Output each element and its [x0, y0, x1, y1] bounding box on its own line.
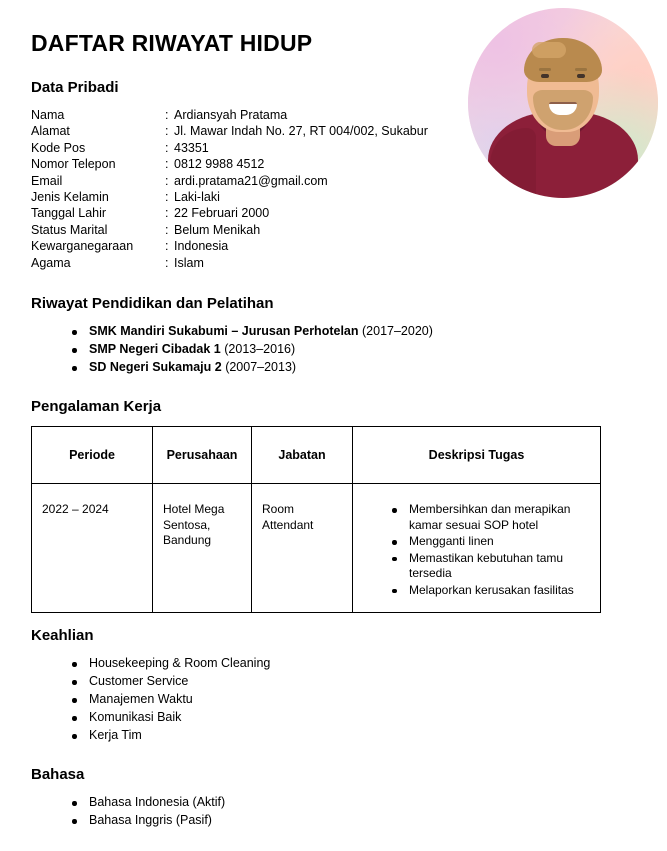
personal-data-label: Status Marital	[31, 222, 108, 237]
language-item: Bahasa Inggris (Pasif)	[89, 812, 667, 829]
task-item: Melaporkan kerusakan fasilitas	[409, 583, 590, 599]
personal-data-row	[31, 238, 667, 254]
personal-data-value: Jl. Mawar Indah No. 27, RT 004/002, Sukabur	[174, 124, 428, 139]
photo-eyebrow-left	[539, 68, 551, 71]
cell-periode: 2022 – 2024	[32, 484, 153, 613]
education-years: (2013–2016)	[224, 342, 296, 357]
table-column-header: Periode	[32, 427, 153, 484]
section-heading-education: Riwayat Pendidikan dan Pelatihan	[31, 295, 274, 313]
photo-eye-left	[541, 74, 549, 78]
personal-data-colon: :	[165, 190, 169, 205]
personal-data-value: Islam	[174, 255, 204, 270]
personal-data-colon: :	[165, 206, 169, 221]
personal-data-colon: :	[165, 140, 169, 155]
personal-data-colon: :	[165, 157, 169, 172]
skill-item: Manajemen Waktu	[89, 691, 667, 708]
task-item: Membersihkan dan merapikan kamar sesuai SOP hotel	[409, 502, 590, 533]
table-header-row	[32, 427, 601, 484]
education-institution: SMK Mandiri Sukabumi – Jurusan Perhotelan	[89, 324, 359, 339]
skill-item: Kerja Tim	[89, 727, 667, 744]
personal-data-label: Kode Pos	[31, 140, 86, 155]
photo-eyebrow-right	[575, 68, 587, 71]
personal-data-label: Jenis Kelamin	[31, 190, 109, 205]
skill-item: Komunikasi Baik	[89, 709, 667, 726]
photo-person-illustration	[468, 8, 658, 198]
personal-data-row	[31, 255, 667, 271]
task-item: Memastikan kebutuhan tamu tersedia	[409, 551, 590, 582]
page-title: DAFTAR RIWAYAT HIDUP	[31, 30, 313, 56]
personal-data-value: Indonesia	[174, 239, 229, 254]
section-heading-personal-data: Data Pribadi	[31, 79, 119, 96]
table-row	[32, 484, 601, 613]
language-item: Bahasa Indonesia (Aktif)	[89, 794, 667, 811]
education-list	[31, 323, 667, 376]
personal-data-value: 43351	[174, 140, 209, 155]
personal-data-label: Agama	[31, 255, 71, 270]
personal-data-label: Tanggal Lahir	[31, 206, 107, 221]
personal-data-colon: :	[165, 173, 169, 188]
personal-data-label: Nama	[31, 108, 65, 122]
personal-data-value: Ardiansyah Pratama	[174, 108, 288, 122]
education-item	[89, 359, 667, 376]
table-column-header: Deskripsi Tugas	[353, 427, 601, 484]
table-column-header: Perusahaan	[153, 427, 252, 484]
cell-jabatan: Room Attendant	[252, 484, 353, 613]
personal-data-colon: :	[165, 124, 169, 139]
education-years: (2017–2020)	[362, 324, 433, 339]
personal-data-row	[31, 222, 667, 238]
education-institution: SD Negeri Sukamaju 2	[89, 360, 222, 375]
cell-deskripsi-tugas	[353, 484, 601, 613]
skills-list	[31, 655, 667, 744]
work-experience-table	[31, 426, 601, 613]
personal-data-label: Email	[31, 173, 63, 188]
personal-data-value: Laki-laki	[174, 190, 220, 205]
cell-perusahaan: Hotel Mega Sentosa, Bandung	[153, 484, 252, 613]
personal-data-label: Alamat	[31, 124, 70, 139]
personal-data-row	[31, 205, 667, 221]
task-item: Mengganti linen	[409, 534, 590, 550]
personal-data-colon: :	[165, 239, 169, 254]
table-column-header: Jabatan	[252, 427, 353, 484]
personal-data-label: Nomor Telepon	[31, 157, 116, 172]
education-item	[89, 341, 667, 358]
skill-item: Customer Service	[89, 673, 667, 690]
personal-data-value: ardi.pratama21@gmail.com	[174, 173, 328, 188]
languages-list	[31, 794, 667, 829]
education-institution: SMP Negeri Cibadak 1	[89, 342, 221, 357]
section-heading-languages: Bahasa	[31, 766, 85, 784]
education-years: (2007–2013)	[225, 360, 297, 375]
personal-data-value: 0812 9988 4512	[174, 157, 265, 172]
personal-data-label: Kewarganegaraan	[31, 239, 134, 254]
education-item	[89, 323, 667, 340]
profile-photo	[468, 8, 658, 198]
section-heading-skills: Keahlian	[31, 627, 94, 645]
section-heading-experience: Pengalaman Kerja	[31, 398, 162, 416]
photo-hair	[524, 38, 602, 82]
skill-item: Housekeeping & Room Cleaning	[89, 655, 667, 672]
photo-eye-right	[577, 74, 585, 78]
personal-data-value: Belum Menikah	[174, 222, 261, 237]
personal-data-colon: :	[165, 255, 169, 270]
personal-data-colon: :	[165, 108, 169, 122]
personal-data-colon: :	[165, 222, 169, 237]
personal-data-value: 22 Februari 2000	[174, 206, 270, 221]
